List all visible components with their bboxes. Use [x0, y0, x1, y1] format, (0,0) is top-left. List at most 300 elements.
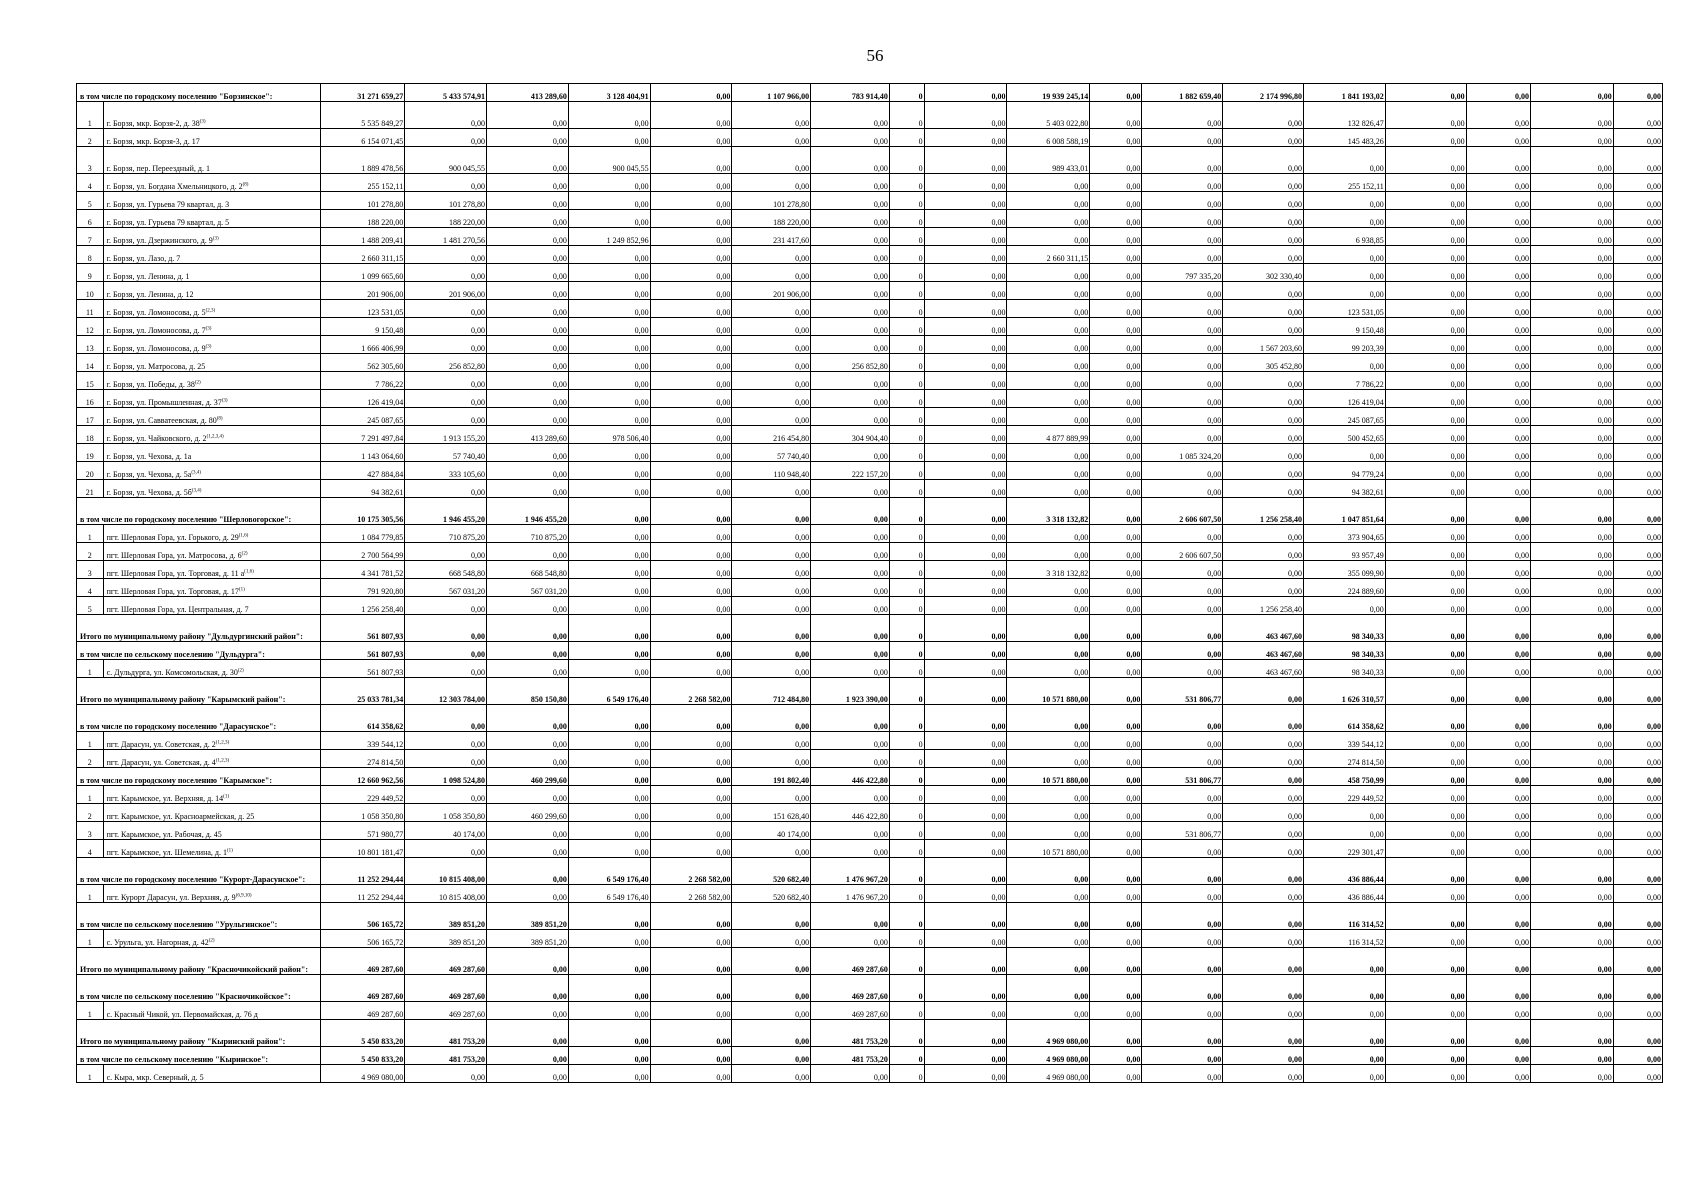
amount-cell: 0,00 — [650, 930, 732, 948]
amount-cell: 0,00 — [924, 372, 1007, 390]
amount-cell: 0,00 — [487, 129, 569, 147]
amount-cell: 0,00 — [568, 543, 650, 561]
amount-cell: 0,00 — [1385, 597, 1466, 615]
amount-cell: 0,00 — [1223, 975, 1304, 1002]
amount-cell: 0,00 — [1142, 192, 1223, 210]
amount-cell: 0,00 — [811, 444, 890, 462]
row-number: 12 — [77, 318, 104, 336]
amount-cell: 0,00 — [1090, 390, 1142, 408]
address-cell — [103, 732, 321, 750]
amount-cell: 0,00 — [1613, 678, 1662, 705]
amount-cell: 0,00 — [1385, 525, 1466, 543]
table-row — [77, 579, 1663, 597]
amount-cell: 0,00 — [487, 462, 569, 480]
amount-cell: 0,00 — [732, 642, 811, 660]
amount-cell: 0,00 — [1530, 264, 1613, 282]
amount-cell: 6 549 176,40 — [568, 858, 650, 885]
amount-cell: 0 — [889, 147, 924, 174]
amount-cell: 0,00 — [1090, 336, 1142, 354]
amount-cell: 0,00 — [568, 390, 650, 408]
amount-cell: 0,00 — [1223, 210, 1304, 228]
amount-cell: 0,00 — [1613, 858, 1662, 885]
amount-cell: 0,00 — [1090, 885, 1142, 903]
amount-cell: 0,00 — [1142, 480, 1223, 498]
amount-cell: 0,00 — [1090, 642, 1142, 660]
amount-cell: 6 549 176,40 — [568, 678, 650, 705]
table-row — [77, 786, 1663, 804]
amount-cell: 3 128 404,91 — [568, 84, 650, 102]
amount-cell: 0,00 — [1090, 300, 1142, 318]
amount-cell: 0 — [889, 174, 924, 192]
amount-cell: 25 033 781,34 — [321, 678, 405, 705]
group-total-row — [77, 498, 1663, 525]
amount-cell: 0,00 — [1090, 426, 1142, 444]
amount-cell: 0,00 — [1007, 858, 1090, 885]
address-text: г. Борзя, пер. Переездный, д. 1 — [106, 164, 210, 173]
amount-cell: 151 628,40 — [732, 804, 811, 822]
amount-cell: 0,00 — [1385, 561, 1466, 579]
group-title: в том числе по сельскому поселению "Красночикойское": — [77, 975, 321, 1002]
address-cell — [103, 129, 321, 147]
amount-cell: 0,00 — [1223, 318, 1304, 336]
amount-cell: 40 174,00 — [405, 822, 487, 840]
amount-cell: 0 — [889, 750, 924, 768]
table-row — [77, 354, 1663, 372]
row-number: 18 — [77, 426, 104, 444]
amount-cell: 0,00 — [924, 462, 1007, 480]
amount-cell: 0,00 — [1223, 246, 1304, 264]
amount-cell: 0,00 — [924, 1065, 1007, 1083]
amount-cell: 0,00 — [1613, 903, 1662, 930]
amount-cell: 0,00 — [1090, 903, 1142, 930]
amount-cell: 0,00 — [1530, 426, 1613, 444]
amount-cell: 0,00 — [924, 579, 1007, 597]
amount-cell: 0,00 — [1466, 597, 1530, 615]
address-cell — [103, 525, 321, 543]
amount-cell: 0,00 — [650, 660, 732, 678]
amount-cell: 0 — [889, 840, 924, 858]
table-row — [77, 318, 1663, 336]
amount-cell: 389 851,20 — [405, 930, 487, 948]
amount-cell: 0 — [889, 84, 924, 102]
table-row — [77, 300, 1663, 318]
amount-cell: 0,00 — [650, 498, 732, 525]
amount-cell: 481 753,20 — [405, 1020, 487, 1047]
footnote-marker: (1,2,3) — [215, 740, 230, 746]
amount-cell: 469 287,60 — [321, 948, 405, 975]
amount-cell: 0,00 — [1385, 282, 1466, 300]
amount-cell: 0,00 — [487, 885, 569, 903]
address-cell — [103, 750, 321, 768]
address-text: г. Борзя, мкр. Борзя-3, д. 17 — [106, 137, 200, 146]
amount-cell: 110 948,40 — [732, 462, 811, 480]
amount-cell: 460 299,60 — [487, 804, 569, 822]
footnote-marker: (1) — [226, 848, 233, 854]
amount-cell: 0,00 — [487, 1020, 569, 1047]
amount-cell: 0,00 — [1007, 462, 1090, 480]
amount-cell: 0,00 — [650, 84, 732, 102]
amount-cell: 0,00 — [811, 543, 890, 561]
amount-cell: 0,00 — [1142, 408, 1223, 426]
amount-cell: 0,00 — [1385, 732, 1466, 750]
amount-cell: 481 753,20 — [811, 1047, 890, 1065]
amount-cell: 0,00 — [924, 615, 1007, 642]
amount-cell: 0,00 — [1090, 948, 1142, 975]
address-text: г. Борзя, ул. Ленина, д. 1 — [106, 272, 190, 281]
amount-cell: 0,00 — [1007, 525, 1090, 543]
amount-cell: 0,00 — [1466, 192, 1530, 210]
table-row — [77, 525, 1663, 543]
amount-cell: 0,00 — [1090, 318, 1142, 336]
amount-cell: 0,00 — [924, 822, 1007, 840]
amount-cell: 0,00 — [487, 390, 569, 408]
amount-cell: 0 — [889, 129, 924, 147]
amount-cell: 460 299,60 — [487, 768, 569, 786]
amount-cell: 4 969 080,00 — [1007, 1047, 1090, 1065]
amount-cell: 3 318 132,82 — [1007, 561, 1090, 579]
amount-cell: 0,00 — [650, 561, 732, 579]
address-text: г. Борзя, ул. Матросова, д. 25 — [106, 362, 206, 371]
group-total-row — [77, 948, 1663, 975]
row-number: 14 — [77, 354, 104, 372]
amount-cell: 0,00 — [1142, 174, 1223, 192]
amount-cell: 229 449,52 — [1303, 786, 1385, 804]
amount-cell: 0,00 — [650, 642, 732, 660]
address-text: пгт. Карымское, ул. Красноармейская, д. 25 — [106, 812, 255, 821]
amount-cell: 0 — [889, 525, 924, 543]
amount-cell: 0,00 — [811, 318, 890, 336]
amount-cell: 201 906,00 — [405, 282, 487, 300]
amount-cell: 0,00 — [650, 804, 732, 822]
amount-cell: 0,00 — [1466, 975, 1530, 1002]
amount-cell: 373 904,65 — [1303, 525, 1385, 543]
footnote-marker: (8) — [242, 182, 249, 188]
amount-cell: 0,00 — [732, 102, 811, 129]
amount-cell: 0,00 — [1007, 642, 1090, 660]
amount-cell: 0,00 — [568, 462, 650, 480]
amount-cell: 0,00 — [405, 1065, 487, 1083]
amount-cell: 1 488 209,41 — [321, 228, 405, 246]
amount-cell: 0,00 — [650, 1065, 732, 1083]
amount-cell: 256 852,80 — [405, 354, 487, 372]
amount-cell: 0,00 — [1090, 480, 1142, 498]
amount-cell: 0,00 — [732, 930, 811, 948]
amount-cell: 0,00 — [650, 129, 732, 147]
amount-cell: 0,00 — [1090, 174, 1142, 192]
amount-cell: 0,00 — [1530, 903, 1613, 930]
amount-cell: 0,00 — [1223, 858, 1304, 885]
amount-cell: 0,00 — [487, 642, 569, 660]
amount-cell: 0,00 — [1466, 147, 1530, 174]
address-cell — [103, 561, 321, 579]
amount-cell: 0 — [889, 768, 924, 786]
amount-cell: 0,00 — [568, 300, 650, 318]
amount-cell: 0,00 — [1090, 147, 1142, 174]
amount-cell: 0,00 — [1385, 579, 1466, 597]
amount-cell: 0,00 — [650, 786, 732, 804]
amount-cell: 0,00 — [1385, 408, 1466, 426]
amount-cell: 0,00 — [1303, 804, 1385, 822]
group-title: в том числе по городскому поселению "Дарасунское": — [77, 705, 321, 732]
amount-cell: 0,00 — [811, 822, 890, 840]
amount-cell: 0,00 — [811, 300, 890, 318]
amount-cell: 0,00 — [1223, 768, 1304, 786]
amount-cell: 0,00 — [405, 300, 487, 318]
address-text: пгт. Карымское, ул. Шемелина, д. 1 — [106, 848, 227, 857]
amount-cell: 0 — [889, 192, 924, 210]
amount-cell: 0 — [889, 354, 924, 372]
group-title: в том числе по сельскому поселению "Урульгинское": — [77, 903, 321, 930]
amount-cell: 668 548,80 — [487, 561, 569, 579]
address-cell — [103, 579, 321, 597]
address-cell — [103, 885, 321, 903]
amount-cell: 0,00 — [1142, 732, 1223, 750]
amount-cell: 0,00 — [1466, 498, 1530, 525]
amount-cell: 0,00 — [924, 102, 1007, 129]
amount-cell: 0,00 — [1466, 642, 1530, 660]
amount-cell: 2 606 607,50 — [1142, 543, 1223, 561]
amount-cell: 0,00 — [650, 750, 732, 768]
amount-cell: 0,00 — [924, 354, 1007, 372]
amount-cell: 0,00 — [1466, 264, 1530, 282]
table-row — [77, 372, 1663, 390]
amount-cell: 10 815 408,00 — [405, 858, 487, 885]
group-title: в том числе по городскому поселению "Карымское": — [77, 768, 321, 786]
amount-cell: 0,00 — [1007, 885, 1090, 903]
amount-cell: 0,00 — [1385, 444, 1466, 462]
table-row — [77, 210, 1663, 228]
amount-cell: 0,00 — [924, 246, 1007, 264]
amount-cell: 1 058 350,80 — [321, 804, 405, 822]
amount-cell: 255 152,11 — [1303, 174, 1385, 192]
amount-cell: 0,00 — [732, 354, 811, 372]
amount-cell: 0,00 — [1223, 480, 1304, 498]
amount-cell: 126 419,04 — [1303, 390, 1385, 408]
amount-cell: 0,00 — [811, 228, 890, 246]
amount-cell: 0,00 — [1007, 228, 1090, 246]
amount-cell: 1 882 659,40 — [1142, 84, 1223, 102]
amount-cell: 0,00 — [1530, 561, 1613, 579]
amount-cell: 201 906,00 — [732, 282, 811, 300]
amount-cell: 0,00 — [487, 597, 569, 615]
amount-cell: 0,00 — [1142, 786, 1223, 804]
amount-cell: 0,00 — [924, 147, 1007, 174]
amount-cell: 0,00 — [405, 615, 487, 642]
amount-cell: 0,00 — [1613, 192, 1662, 210]
amount-cell: 0,00 — [650, 228, 732, 246]
footnote-marker: (3) — [199, 119, 206, 125]
footnote-marker: (6,9,10) — [235, 893, 252, 899]
amount-cell: 0,00 — [568, 660, 650, 678]
amount-cell: 0,00 — [1223, 579, 1304, 597]
amount-cell: 0,00 — [1613, 1065, 1662, 1083]
amount-cell: 0,00 — [1142, 642, 1223, 660]
amount-cell: 0 — [889, 615, 924, 642]
amount-cell: 0,00 — [1385, 102, 1466, 129]
footnote-marker: (2) — [208, 938, 215, 944]
row-number: 17 — [77, 408, 104, 426]
address-cell — [103, 174, 321, 192]
amount-cell: 1 481 270,56 — [405, 228, 487, 246]
amount-cell: 0,00 — [1007, 444, 1090, 462]
amount-cell: 0,00 — [405, 543, 487, 561]
amount-cell: 0,00 — [732, 174, 811, 192]
amount-cell: 0,00 — [1385, 246, 1466, 264]
amount-cell: 0,00 — [811, 840, 890, 858]
amount-cell: 0,00 — [1613, 462, 1662, 480]
table-row — [77, 147, 1663, 174]
amount-cell: 0,00 — [1007, 264, 1090, 282]
amount-cell: 0,00 — [1466, 1020, 1530, 1047]
amount-cell: 355 099,90 — [1303, 561, 1385, 579]
row-number: 2 — [77, 543, 104, 561]
amount-cell: 304 904,40 — [811, 426, 890, 444]
amount-cell: 0,00 — [405, 840, 487, 858]
address-text: г. Борзя, ул. Ломоносова, д. 7 — [106, 326, 206, 335]
amount-cell: 0,00 — [1466, 246, 1530, 264]
footnote-marker: (3,4) — [191, 488, 202, 494]
amount-cell: 0,00 — [487, 246, 569, 264]
amount-cell: 0,00 — [1466, 543, 1530, 561]
amount-cell: 0,00 — [650, 210, 732, 228]
amount-cell: 0,00 — [1090, 786, 1142, 804]
amount-cell: 436 886,44 — [1303, 885, 1385, 903]
row-number: 19 — [77, 444, 104, 462]
amount-cell: 0,00 — [487, 174, 569, 192]
amount-cell: 0,00 — [1142, 1047, 1223, 1065]
amount-cell: 0 — [889, 561, 924, 579]
amount-cell: 0,00 — [1142, 462, 1223, 480]
amount-cell: 0,00 — [1613, 390, 1662, 408]
amount-cell: 0,00 — [1385, 768, 1466, 786]
amount-cell: 0,00 — [732, 300, 811, 318]
amount-cell: 0,00 — [568, 804, 650, 822]
amount-cell: 0,00 — [1142, 615, 1223, 642]
amount-cell: 145 483,26 — [1303, 129, 1385, 147]
amount-cell: 0,00 — [650, 543, 732, 561]
amount-cell: 0,00 — [1385, 1020, 1466, 1047]
amount-cell: 0,00 — [1530, 858, 1613, 885]
amount-cell: 0,00 — [1385, 129, 1466, 147]
row-number: 21 — [77, 480, 104, 498]
amount-cell: 4 969 080,00 — [1007, 1065, 1090, 1083]
amount-cell: 900 045,55 — [568, 147, 650, 174]
amount-cell: 0 — [889, 228, 924, 246]
amount-cell: 0 — [889, 579, 924, 597]
group-title: Итого по муниципальному району "Кыринский район": — [77, 1020, 321, 1047]
amount-cell: 0,00 — [811, 408, 890, 426]
amount-cell: 0,00 — [1530, 786, 1613, 804]
amount-cell: 520 682,40 — [732, 858, 811, 885]
amount-cell: 0,00 — [1385, 822, 1466, 840]
amount-cell: 0,00 — [1466, 354, 1530, 372]
amount-cell: 0,00 — [1090, 462, 1142, 480]
amount-cell: 0,00 — [1007, 174, 1090, 192]
table-row — [77, 408, 1663, 426]
amount-cell: 0,00 — [1385, 678, 1466, 705]
amount-cell: 0,00 — [732, 1065, 811, 1083]
address-text: с. Кыра, мкр. Северный, д. 5 — [106, 1073, 204, 1082]
amount-cell: 0,00 — [1223, 732, 1304, 750]
amount-cell: 0,00 — [487, 615, 569, 642]
amount-cell: 1 249 852,96 — [568, 228, 650, 246]
amount-cell: 0,00 — [1613, 102, 1662, 129]
amount-cell: 2 268 582,00 — [650, 885, 732, 903]
row-number: 1 — [77, 1065, 104, 1083]
amount-cell: 0,00 — [1613, 174, 1662, 192]
amount-cell: 0,00 — [650, 246, 732, 264]
amount-cell: 0,00 — [1385, 840, 1466, 858]
amount-cell: 0,00 — [1223, 408, 1304, 426]
amount-cell: 10 571 880,00 — [1007, 768, 1090, 786]
address-text: г. Борзя, ул. Чайковского, д. 2 — [106, 434, 207, 443]
amount-cell: 0,00 — [1385, 1047, 1466, 1065]
amount-cell: 0,00 — [650, 444, 732, 462]
amount-cell: 0,00 — [924, 129, 1007, 147]
amount-cell: 0,00 — [1530, 885, 1613, 903]
amount-cell: 0,00 — [405, 174, 487, 192]
amount-cell: 0,00 — [732, 1047, 811, 1065]
amount-cell: 0,00 — [568, 768, 650, 786]
amount-cell: 57 740,40 — [405, 444, 487, 462]
amount-cell: 0,00 — [487, 705, 569, 732]
amount-cell: 0,00 — [650, 903, 732, 930]
address-cell — [103, 264, 321, 282]
amount-cell: 0,00 — [1223, 1065, 1304, 1083]
amount-cell: 0,00 — [487, 444, 569, 462]
amount-cell: 0,00 — [1613, 354, 1662, 372]
amount-cell: 0,00 — [1530, 246, 1613, 264]
amount-cell: 0,00 — [1385, 228, 1466, 246]
amount-cell: 0,00 — [1007, 192, 1090, 210]
amount-cell: 0,00 — [1530, 543, 1613, 561]
amount-cell: 11 252 294,44 — [321, 885, 405, 903]
amount-cell: 0,00 — [1303, 975, 1385, 1002]
amount-cell: 0,00 — [924, 498, 1007, 525]
group-total-row — [77, 705, 1663, 732]
amount-cell: 0,00 — [568, 930, 650, 948]
amount-cell: 0,00 — [1223, 678, 1304, 705]
amount-cell: 0,00 — [1530, 678, 1613, 705]
amount-cell: 463 467,60 — [1223, 615, 1304, 642]
amount-cell: 0,00 — [1466, 579, 1530, 597]
address-cell — [103, 318, 321, 336]
group-title: в том числе по городскому поселению "Курорт-Дарасунское": — [77, 858, 321, 885]
amount-cell: 0,00 — [1223, 561, 1304, 579]
amount-cell: 0,00 — [1613, 822, 1662, 840]
amount-cell: 0 — [889, 660, 924, 678]
amount-cell: 0,00 — [1466, 426, 1530, 444]
amount-cell: 0,00 — [1142, 885, 1223, 903]
amount-cell: 0,00 — [1007, 732, 1090, 750]
amount-cell: 0,00 — [568, 525, 650, 543]
amount-cell: 0,00 — [1385, 660, 1466, 678]
amount-cell: 0,00 — [811, 525, 890, 543]
amount-cell: 4 969 080,00 — [1007, 1020, 1090, 1047]
amount-cell: 0,00 — [1142, 1065, 1223, 1083]
amount-cell: 0,00 — [924, 885, 1007, 903]
amount-cell: 0,00 — [487, 147, 569, 174]
amount-cell: 0,00 — [1142, 318, 1223, 336]
amount-cell: 0,00 — [650, 102, 732, 129]
amount-cell: 0,00 — [405, 705, 487, 732]
amount-cell: 0,00 — [1613, 372, 1662, 390]
amount-cell: 0,00 — [924, 210, 1007, 228]
amount-cell: 0,00 — [568, 192, 650, 210]
amount-cell: 0,00 — [1090, 1020, 1142, 1047]
amount-cell: 0,00 — [924, 480, 1007, 498]
footnote-marker: (1,2,3,4) — [206, 434, 224, 440]
